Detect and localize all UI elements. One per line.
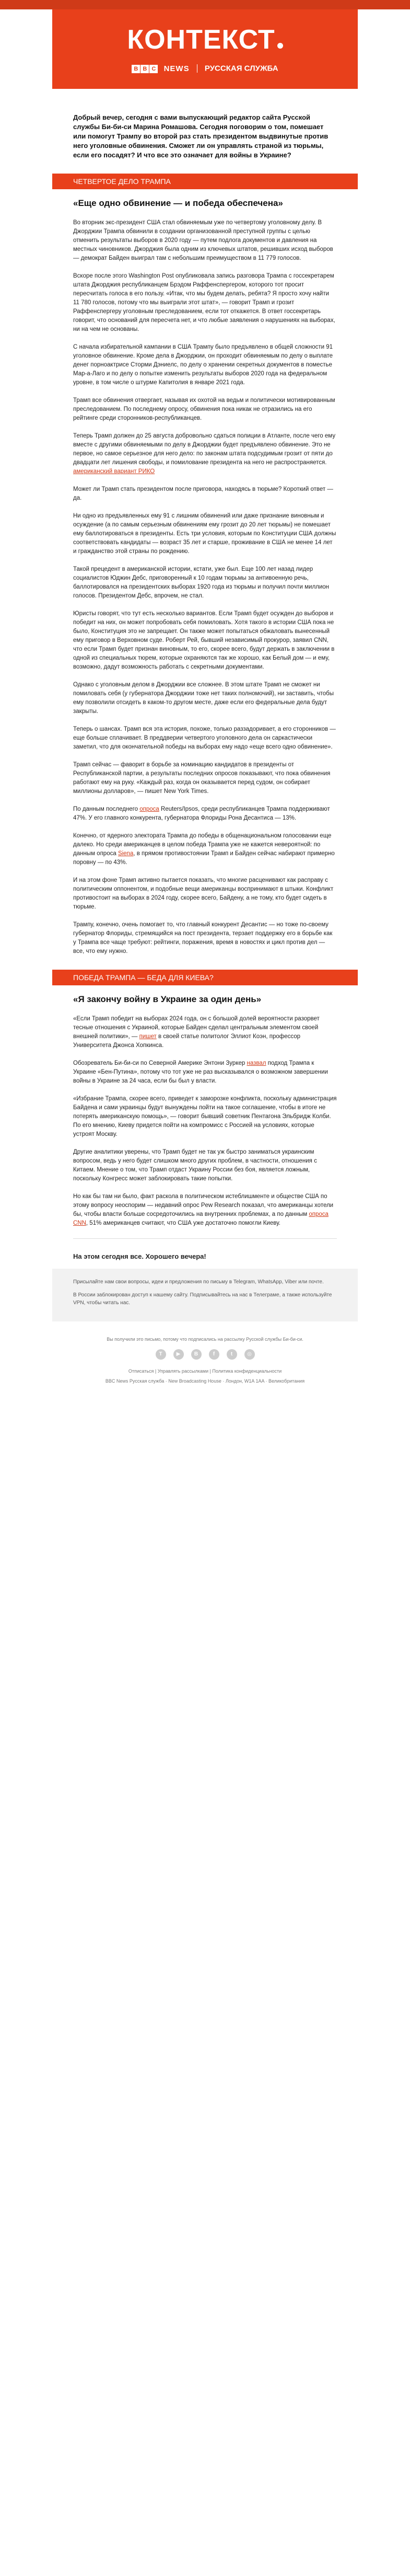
article-paragraph: Теперь о шансах. Трамп вся эта история, похоже, только раззадоривает, а его сторонников — еще больше сплачивает. В преддверии четвертого уголовного дела он саркастически заметил, что для окончательной победы на выборах ему надо «еще всего одно обвинение». bbox=[73, 726, 336, 750]
article-paragraph: Вскоре после этого Washington Post опубликовала запись разговора Трампа с госсекретарем штата Джорджия республиканцем Брэдом Раффенспергером, которого тот просит пересчитать голоса в его пользу. «Итак, что мы будем делать, ребята? Я просто хочу найти 11 780 голосов, потому что мы выиграли этот штат», — говорит Трамп и грозит Раффенспергеру уголовным преследованием, если тот откажется. В ответ госсекретарь говорит, что оснований для пересчета нет, и что любые заявления о нарушениях на выборах, ни на чем не основаны. bbox=[73, 273, 335, 332]
twitter-icon[interactable]: t bbox=[227, 1349, 237, 1360]
newsletter bbox=[52, 9, 358, 2576]
footer-info bbox=[52, 1269, 358, 1321]
facebook-icon[interactable]: f bbox=[209, 1349, 219, 1360]
vk-icon[interactable]: B bbox=[191, 1349, 202, 1360]
section-header-trump-case: ЧЕТВЕРТОЕ ДЕЛО ТРАМПА bbox=[52, 174, 358, 189]
divider bbox=[73, 1238, 337, 1239]
article-link[interactable]: назвал bbox=[247, 1060, 266, 1066]
article-link[interactable]: Siena bbox=[118, 850, 134, 857]
bbc-letter-b2: B bbox=[140, 65, 149, 73]
bbc-letter-b1: B bbox=[132, 65, 140, 73]
article-link[interactable]: опроса CNN bbox=[73, 1211, 329, 1226]
article-paragraph: Ни одно из предъявленных ему 91 с лишним обвинений или даже признание виновным и осуждение (а по самым серьезным обвинениям ему грозит до 20 лет тюрьмы) не помешает ему баллотироваться в президенты. Есть три условия, которым по Конституции США должны соответствовать кандидаты — возраст 35 лет и старше, проживание в США не менее 14 лет и гражданство этой страны по рождению. bbox=[73, 513, 336, 555]
article-paragraph: По данным последнего опроса Reuters/Ipsos, среди республиканцев Трампа поддерживают 47%. У его главного конкурента, губернатора Флориды Рона Десантиса — 13%. bbox=[73, 806, 330, 821]
article-paragraph: Трамп сейчас — фаворит в борьбе за номинацию кандидатов в президенты от Республиканской партии, а результаты последних опросов показывают, что пока обвинения работают ему на руку. «Каждый раз, когда он оказывается перед судом, он собирает миллионы долларов», — пишет New York Times. bbox=[73, 762, 331, 795]
instagram-icon[interactable]: ◎ bbox=[244, 1349, 255, 1360]
kontekst-logo[interactable] bbox=[52, 24, 358, 55]
article-paragraph: Такой прецедент в американской истории, кстати, уже был. Еще 100 лет назад лидер социалистов Юджин Дебс, приговоренный к 10 годам тюрьмы за антивоенную речь, баллотировался на президентских выборах 1920 года из тюрьмы и получил почти миллион голосов. Президентом Дебс, впрочем, не стал. bbox=[73, 566, 330, 599]
content bbox=[52, 113, 358, 1385]
section-header-kyiv: ПОБЕДА ТРАМПА — БЕДА ДЛЯ КИЕВА? bbox=[52, 970, 358, 985]
section-body bbox=[73, 218, 337, 956]
bbc-russian-brand[interactable] bbox=[52, 64, 358, 73]
footer-contact-text: Присылайте нам свои вопросы, идеи и предложения по письму в Telegram, WhatsApp, Viber или почте. bbox=[73, 1279, 324, 1285]
article-paragraph: С начала избирательной кампании в США Трампу было предъявлено в общей сложности 91 уголовное обвинение. Кроме дела в Джорджии, он проходит обвиняемым по делу о выплате денег порноактрисе Сторми Дэниелс, по делу о хранении секретных документов в поместье Мар-а-Лаго и по делу о попытке изменить результаты выборов 2020 года на федеральном уровне, в том числе о штурме Капитолия в январе 2021 года. bbox=[73, 344, 333, 386]
logo-dot bbox=[277, 43, 283, 49]
youtube-icon[interactable]: ▶ bbox=[173, 1349, 184, 1360]
section-headline: «Я закончу войну в Украине за один день» bbox=[73, 994, 262, 1004]
article-paragraph: Трампу, конечно, очень помогает то, что главный конкурент Десантис — но тоже по-своему губернатор Флориды, стремящийся на пост президента, терзает поддержку его в борьбе как у Трампа все чаще требуют: рейтинги, поражения, время в новостях и цикл против дел — все, что ему нужно. bbox=[73, 922, 333, 954]
article-link[interactable]: пишет bbox=[139, 1033, 157, 1040]
article-link[interactable]: американский вариант РИКО bbox=[73, 468, 155, 475]
section-body bbox=[73, 1015, 337, 1228]
article-paragraph: Другие аналитики уверены, что Трамп будет не так уж быстро заниматься украинским вопросом, ведь у него будет слишком много других проблем, в частности, отношения с Китаем. Мнение о том, что Трамп отдаст Украину России без боя, является ложным, поскольку Конгресс может заблокировать такие попытки. bbox=[73, 1149, 317, 1182]
article-paragraph: Конечно, от ядерного электората Трампа до победы в общенациональном голосовании еще далеко. Но среди американцев в целом победа Трампа уже не кажется невероятной: по данным опроса Siena, в прямом противостоянии Трамп и Байден сейчас набирают примерно поровну — по 43%. bbox=[73, 833, 335, 866]
article-paragraph: Теперь Трамп должен до 25 августа добровольно сдаться полиции в Атланте, после чего ему вместе с другими обвиняемыми по делу в Джорджии будет предъявлено обвинение. Это не первое, но самое серьезное для него дело: по законам штата подсудимым грозит от пяти до двадцати лет лишения свободы, и помилование президента на него не распространяется. американский вариант РИКО bbox=[73, 433, 336, 475]
section-headline: «Еще одно обвинение — и победа обеспечена» bbox=[73, 198, 283, 208]
article-paragraph: Однако с уголовным делом в Джорджии все сложнее. В этом штате Трамп не сможет ни помиловать себя (у губернатора Джорджии тоже нет таких полномочий), ни заставить, чтобы ему позволили отсидеть в каком-то другом месте, даже если его федеральные дела будут закрыты. bbox=[73, 682, 334, 715]
bbc-service-label: РУССКАЯ СЛУЖБА bbox=[204, 64, 278, 73]
telegram-icon[interactable]: T bbox=[156, 1349, 166, 1360]
footer-vpn-text: В России заблокирован доступ к нашему сайту. Подписывайтесь на нас в Телеграме, а также используйте VPN, чтобы читать нас. bbox=[73, 1292, 332, 1306]
article-paragraph: Но как бы там ни было, факт раскола в политическом истеблишменте и обществе США по этому вопросу неоспорим — недавний опрос Pew Research показал, что американцы хотели бы, чтобы власти больше сосредоточились на внутренних проблемах, а по данным опроса CNN, 51% американцев считают, что США уже достаточно помогли Киеву. bbox=[73, 1193, 334, 1226]
article-paragraph: «Избрание Трампа, скорее всего, приведет к заморозке конфликта, поскольку администрация Байдена и сами украинцы будут вынуждены пойти на такое соглашение, чтобы в итоге не потерять американскую помощь», — говорит бывший советник Пентагона Эльбридж Колби. По его мнению, Киеву придется пойти на компромисс с Россией на условиях, которые устроят Москву. bbox=[73, 1096, 337, 1137]
top-band bbox=[0, 0, 410, 9]
closing-line: На этом сегодня все. Хорошего вечера! bbox=[73, 1252, 206, 1260]
masthead bbox=[52, 9, 358, 89]
footer-address: BBC News Русская служба · New Broadcasting House · Лондон, W1A 1AA · Великобритания bbox=[105, 1378, 305, 1384]
article-paragraph: И на этом фоне Трамп активно пытается показать, что многие расценивают как расправу с политическим оппонентом, и подобные вещи американцы воспринимают в штыки. Конфликт противостоит на выборах в 2024 году, скорее всего, Байдену, а не тому, кто будет сидеть в тюрьме. bbox=[73, 877, 334, 910]
article-paragraph: Трамп все обвинения отвергает, называя их охотой на ведьм и политически мотивированным преследованием. По последнему опросу, обвинения пока никак не отразились на его рейтинге среди сторонников-республиканцев. bbox=[73, 397, 335, 421]
bbc-letter-c: C bbox=[149, 65, 158, 73]
logo-text: КОНТЕКСТ bbox=[127, 25, 275, 55]
footer-subscribe-note: Вы получили это письмо, потому что подписались на рассылку Русской службы Би-би-си. bbox=[107, 1337, 303, 1342]
footer-links[interactable]: Отписаться | Управлять рассылками | Политика конфиденциальности bbox=[128, 1368, 282, 1374]
article-link[interactable]: опроса bbox=[139, 806, 159, 812]
social-links bbox=[73, 1349, 337, 1360]
article-paragraph: Юристы говорят, что тут есть несколько вариантов. Если Трамп будет осужден до выборов и победит на них, он может попробовать себя помиловать. Хотя такого в истории США пока не было, Конституция это не запрещает. Он также может попытаться обжаловать вынесенный ему приговор в Верховном суде. Роберт Рей, бывший независимый прокурор, заявил CNN, что если Трамп будет признан виновным, то его, скорее всего, будут держать в заключении в одной из специальных тюрем, которые охраняются так же хорошо, как Белый дом — и ему, возможно, дадут возможность работать с секретными документами. bbox=[73, 611, 335, 670]
article-paragraph: Может ли Трамп стать президентом после приговора, находясь в тюрьме? Короткий ответ — да. bbox=[73, 486, 333, 501]
bbc-logo bbox=[132, 64, 160, 73]
article-paragraph: Обозреватель Би-би-си по Северной Америке Энтони Зуркер назвал подход Трампа к Украине «Бен-Путина», потому что тот уже не раз высказывался о возможном завершении войны в Украине за 24 часа, если бы был у власти. bbox=[73, 1060, 328, 1084]
intro: Добрый вечер, сегодня с вами выпускающий редактор сайта Русской службы Би-би-си Марина Ромашова. Сегодня поговорим о том, помешает или помогут Трампу во второй раз стать президентом выдвинутые против него уголовные обвинения. Сможет ли он управлять страной из тюрьмы, если его посадят? И что все это означает для войны в Украине? bbox=[73, 113, 329, 159]
bbc-news-label: NEWS bbox=[163, 64, 190, 73]
article-paragraph: Во вторник экс-президент США стал обвиняемым уже по четвертому уголовному делу. В Джорджии Трампа обвинили в создании организованной преступной группы с целью отменить результаты выборов в 2020 году — путем подлога документов и давления на местных чиновников. Джорджия была одним из ключевых штатов, решивших исход выборов — демократ Байден выиграл там с небольшим преимуществом в 11 779 голосов. bbox=[73, 220, 333, 261]
article-paragraph: «Если Трамп победит на выборах 2024 года, он с большой долей вероятности разорвет тесные отношения с Украиной, которые Байден сделал центральным элементом своей внешней политики», — пишет в своей статье политолог Эллиот Коэн, профессор Университета Джонса Хопкинса. bbox=[73, 1016, 320, 1049]
footer-legal bbox=[73, 1336, 337, 1385]
